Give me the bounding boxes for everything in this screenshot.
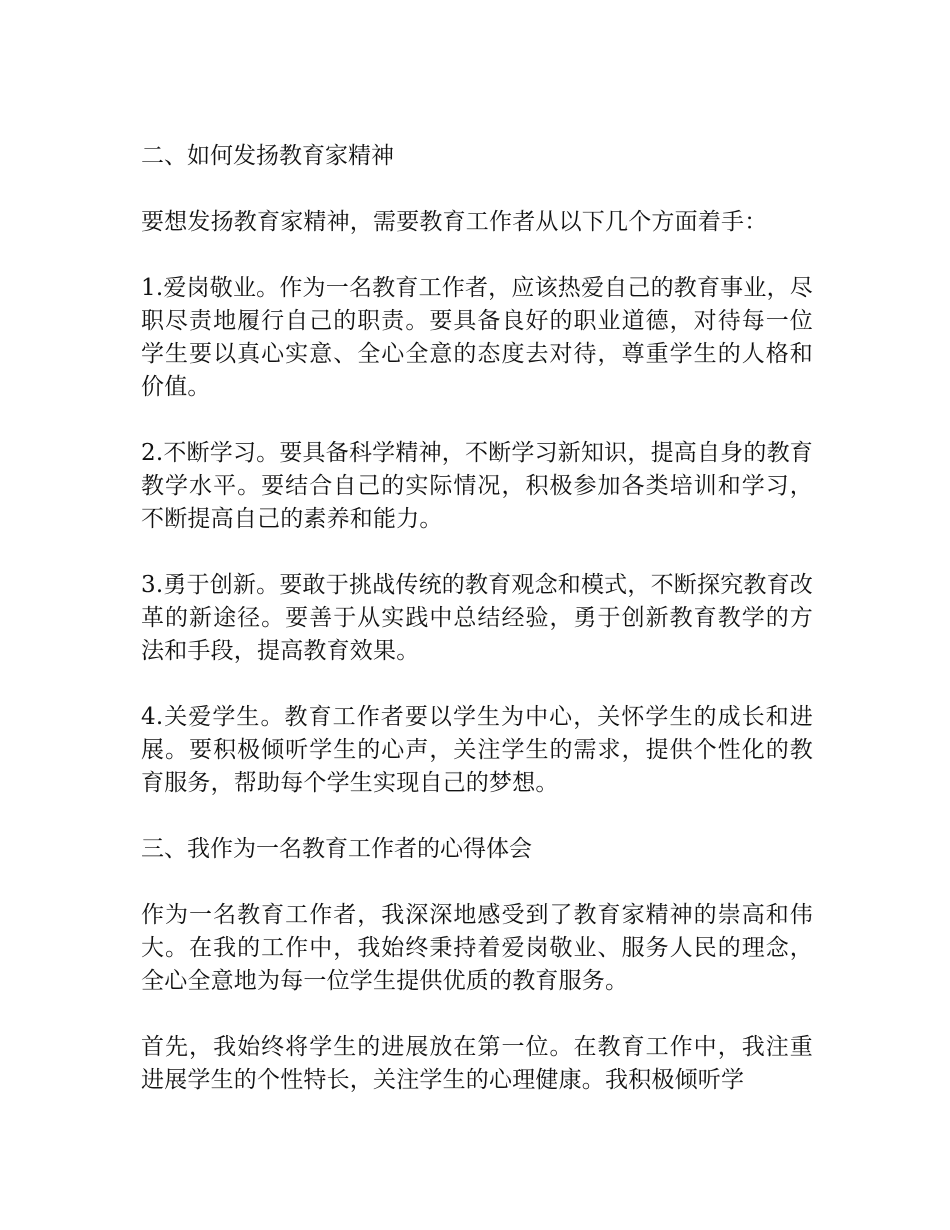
section-heading-2: 二、如何发扬教育家精神 — [141, 143, 394, 169]
body-paragraph: 首先，我始终将学生的进展放在第一位。在教育工作中，我注重进展学生的个性特长，关注学生的心理健康。我积极倾听学 — [141, 1034, 813, 1093]
list-item: 4.关爱学生。教育工作者要以学生为中心，关怀学生的成长和进展。要积极倾听学生的心声，关注学生的需求，提供个性化的教育服务，帮助每个学生实现自己的梦想。 — [141, 704, 813, 796]
section-heading-3: 三、我作为一名教育工作者的心得体会 — [141, 836, 532, 862]
list-item: 1.爱岗敬业。作为一名教育工作者，应该热爱自己的教育事业，尽职尽责地履行自己的职责。要具备良好的职业道德，对待每一位学生要以真心实意、全心全意的态度去对待，尊重学生的人格和价值。 — [141, 275, 813, 400]
list-item: 2.不断学习。要具备科学精神，不断学习新知识，提高自身的教育教学水平。要结合自己的实际情况，积极参加各类培训和学习，不断提高自己的素养和能力。 — [141, 440, 813, 532]
section-intro: 要想发扬教育家精神，需要教育工作者从以下几个方面着手： — [141, 209, 768, 235]
list-item: 3.勇于创新。要敢于挑战传统的教育观念和模式，不断探究教育改革的新途径。要善于从实践中总结经验，勇于创新教育教学的方法和手段，提高教育效果。 — [141, 572, 813, 664]
body-paragraph: 作为一名教育工作者，我深深地感受到了教育家精神的崇高和伟大。在我的工作中，我始终秉持着爱岗敬业、服务人民的理念，全心全意地为每一位学生提供优质的教育服务。 — [141, 902, 813, 994]
document-page — [141, 140, 813, 1130]
